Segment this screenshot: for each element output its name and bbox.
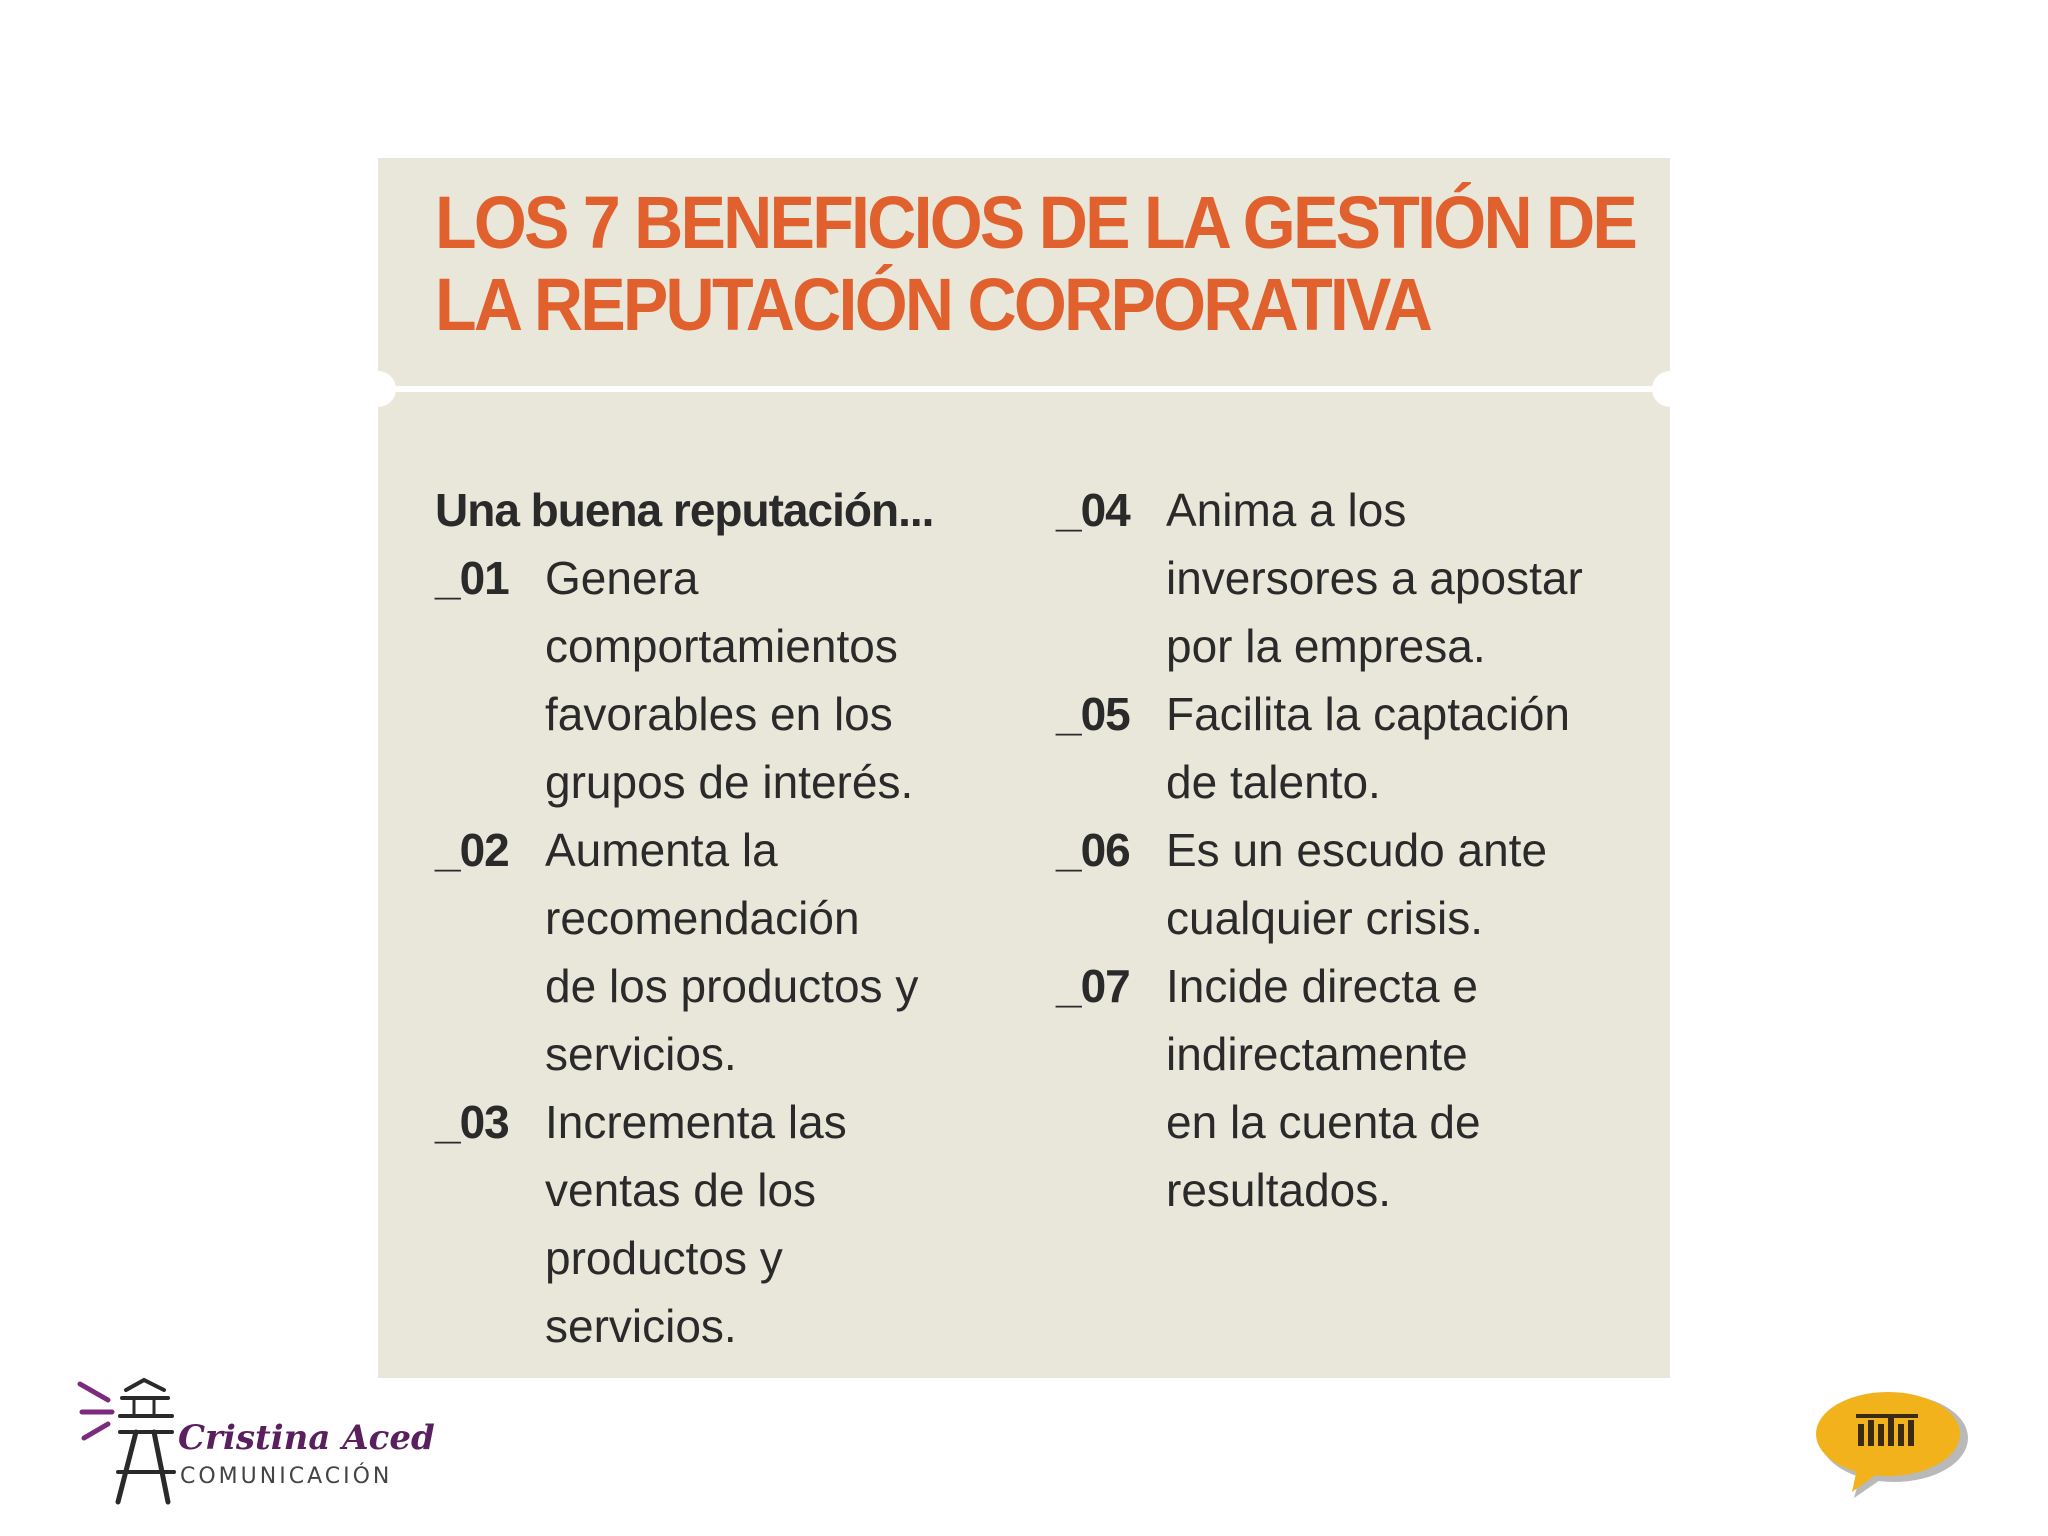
benefit-line: Aumenta la: [545, 824, 778, 876]
benefit-number: _01: [435, 552, 509, 604]
benefit-line: en la cuenta de: [1166, 1096, 1481, 1148]
benefit-number: _05: [1056, 688, 1130, 740]
benefit-line: ventas de los: [545, 1164, 817, 1216]
benefit-number: _04: [1056, 484, 1130, 536]
benefit-text: [545, 544, 995, 816]
benefits-column-right: [1056, 476, 1616, 1224]
benefit-item-07: [1056, 952, 1616, 1224]
benefit-text: [545, 1088, 995, 1360]
benefit-item-04: [1056, 476, 1616, 680]
benefit-item-06: [1056, 816, 1616, 952]
benefit-line: Genera: [545, 552, 699, 604]
benefit-number: _07: [1056, 960, 1130, 1012]
benefit-text: [1166, 680, 1616, 816]
benefit-line: de los productos y: [545, 960, 919, 1012]
benefit-line: Es un escudo ante: [1166, 824, 1548, 876]
benefit-text: [1166, 476, 1616, 680]
card-title-line-2: LA REPUTACIÓN CORPORATIVA: [435, 263, 1431, 346]
benefit-line: Anima a los: [1166, 484, 1407, 536]
logo-subtitle: COMUNICACIÓN: [180, 1464, 393, 1489]
benefit-line: Incrementa las: [545, 1096, 847, 1148]
benefit-line: servicios.: [545, 1300, 737, 1352]
logo-name: Cristina Aced: [178, 1418, 435, 1458]
benefit-number: _02: [435, 824, 509, 876]
benefit-text: [1166, 816, 1616, 952]
benefit-line: indirectamente: [1166, 1028, 1468, 1080]
benefits-column-left: [435, 476, 995, 1360]
card-title-line-1: LOS 7 BENEFICIOS DE LA GESTIÓN DE: [435, 181, 1636, 264]
benefit-line: productos y: [545, 1232, 783, 1284]
card-title: [435, 181, 1636, 346]
benefit-line: recomendación: [545, 892, 860, 944]
intro-text: Una buena reputación...: [435, 484, 934, 536]
benefit-number: _06: [1056, 824, 1130, 876]
speech-bubble-badge-icon: [1812, 1390, 1972, 1500]
divider-notch-right: [1652, 371, 1688, 407]
divider: [378, 386, 1670, 392]
benefit-line: servicios.: [545, 1028, 737, 1080]
benefit-item-03: [435, 1088, 995, 1360]
benefit-item-01: [435, 544, 995, 816]
benefit-line: Incide directa e: [1166, 960, 1478, 1012]
benefit-line: favorables en los: [545, 688, 893, 740]
infographic-card: [378, 158, 1670, 1378]
benefit-line: cualquier crisis.: [1166, 892, 1483, 944]
benefit-line: inversores a apostar: [1166, 552, 1583, 604]
benefit-text: [545, 816, 995, 1088]
cristina-aced-logo: [74, 1376, 434, 1506]
benefit-line: por la empresa.: [1166, 620, 1486, 672]
tower-logo-icon: [74, 1376, 184, 1506]
benefit-line: grupos de interés.: [545, 756, 914, 808]
benefit-line: Facilita la captación: [1166, 688, 1570, 740]
benefit-item-05: [1056, 680, 1616, 816]
benefit-number: _03: [435, 1096, 509, 1148]
benefit-line: comportamientos: [545, 620, 898, 672]
benefit-item-02: [435, 816, 995, 1088]
divider-notch-left: [360, 371, 396, 407]
benefit-line: de talento.: [1166, 756, 1381, 808]
benefit-text: [1166, 952, 1616, 1224]
benefit-line: resultados.: [1166, 1164, 1392, 1216]
